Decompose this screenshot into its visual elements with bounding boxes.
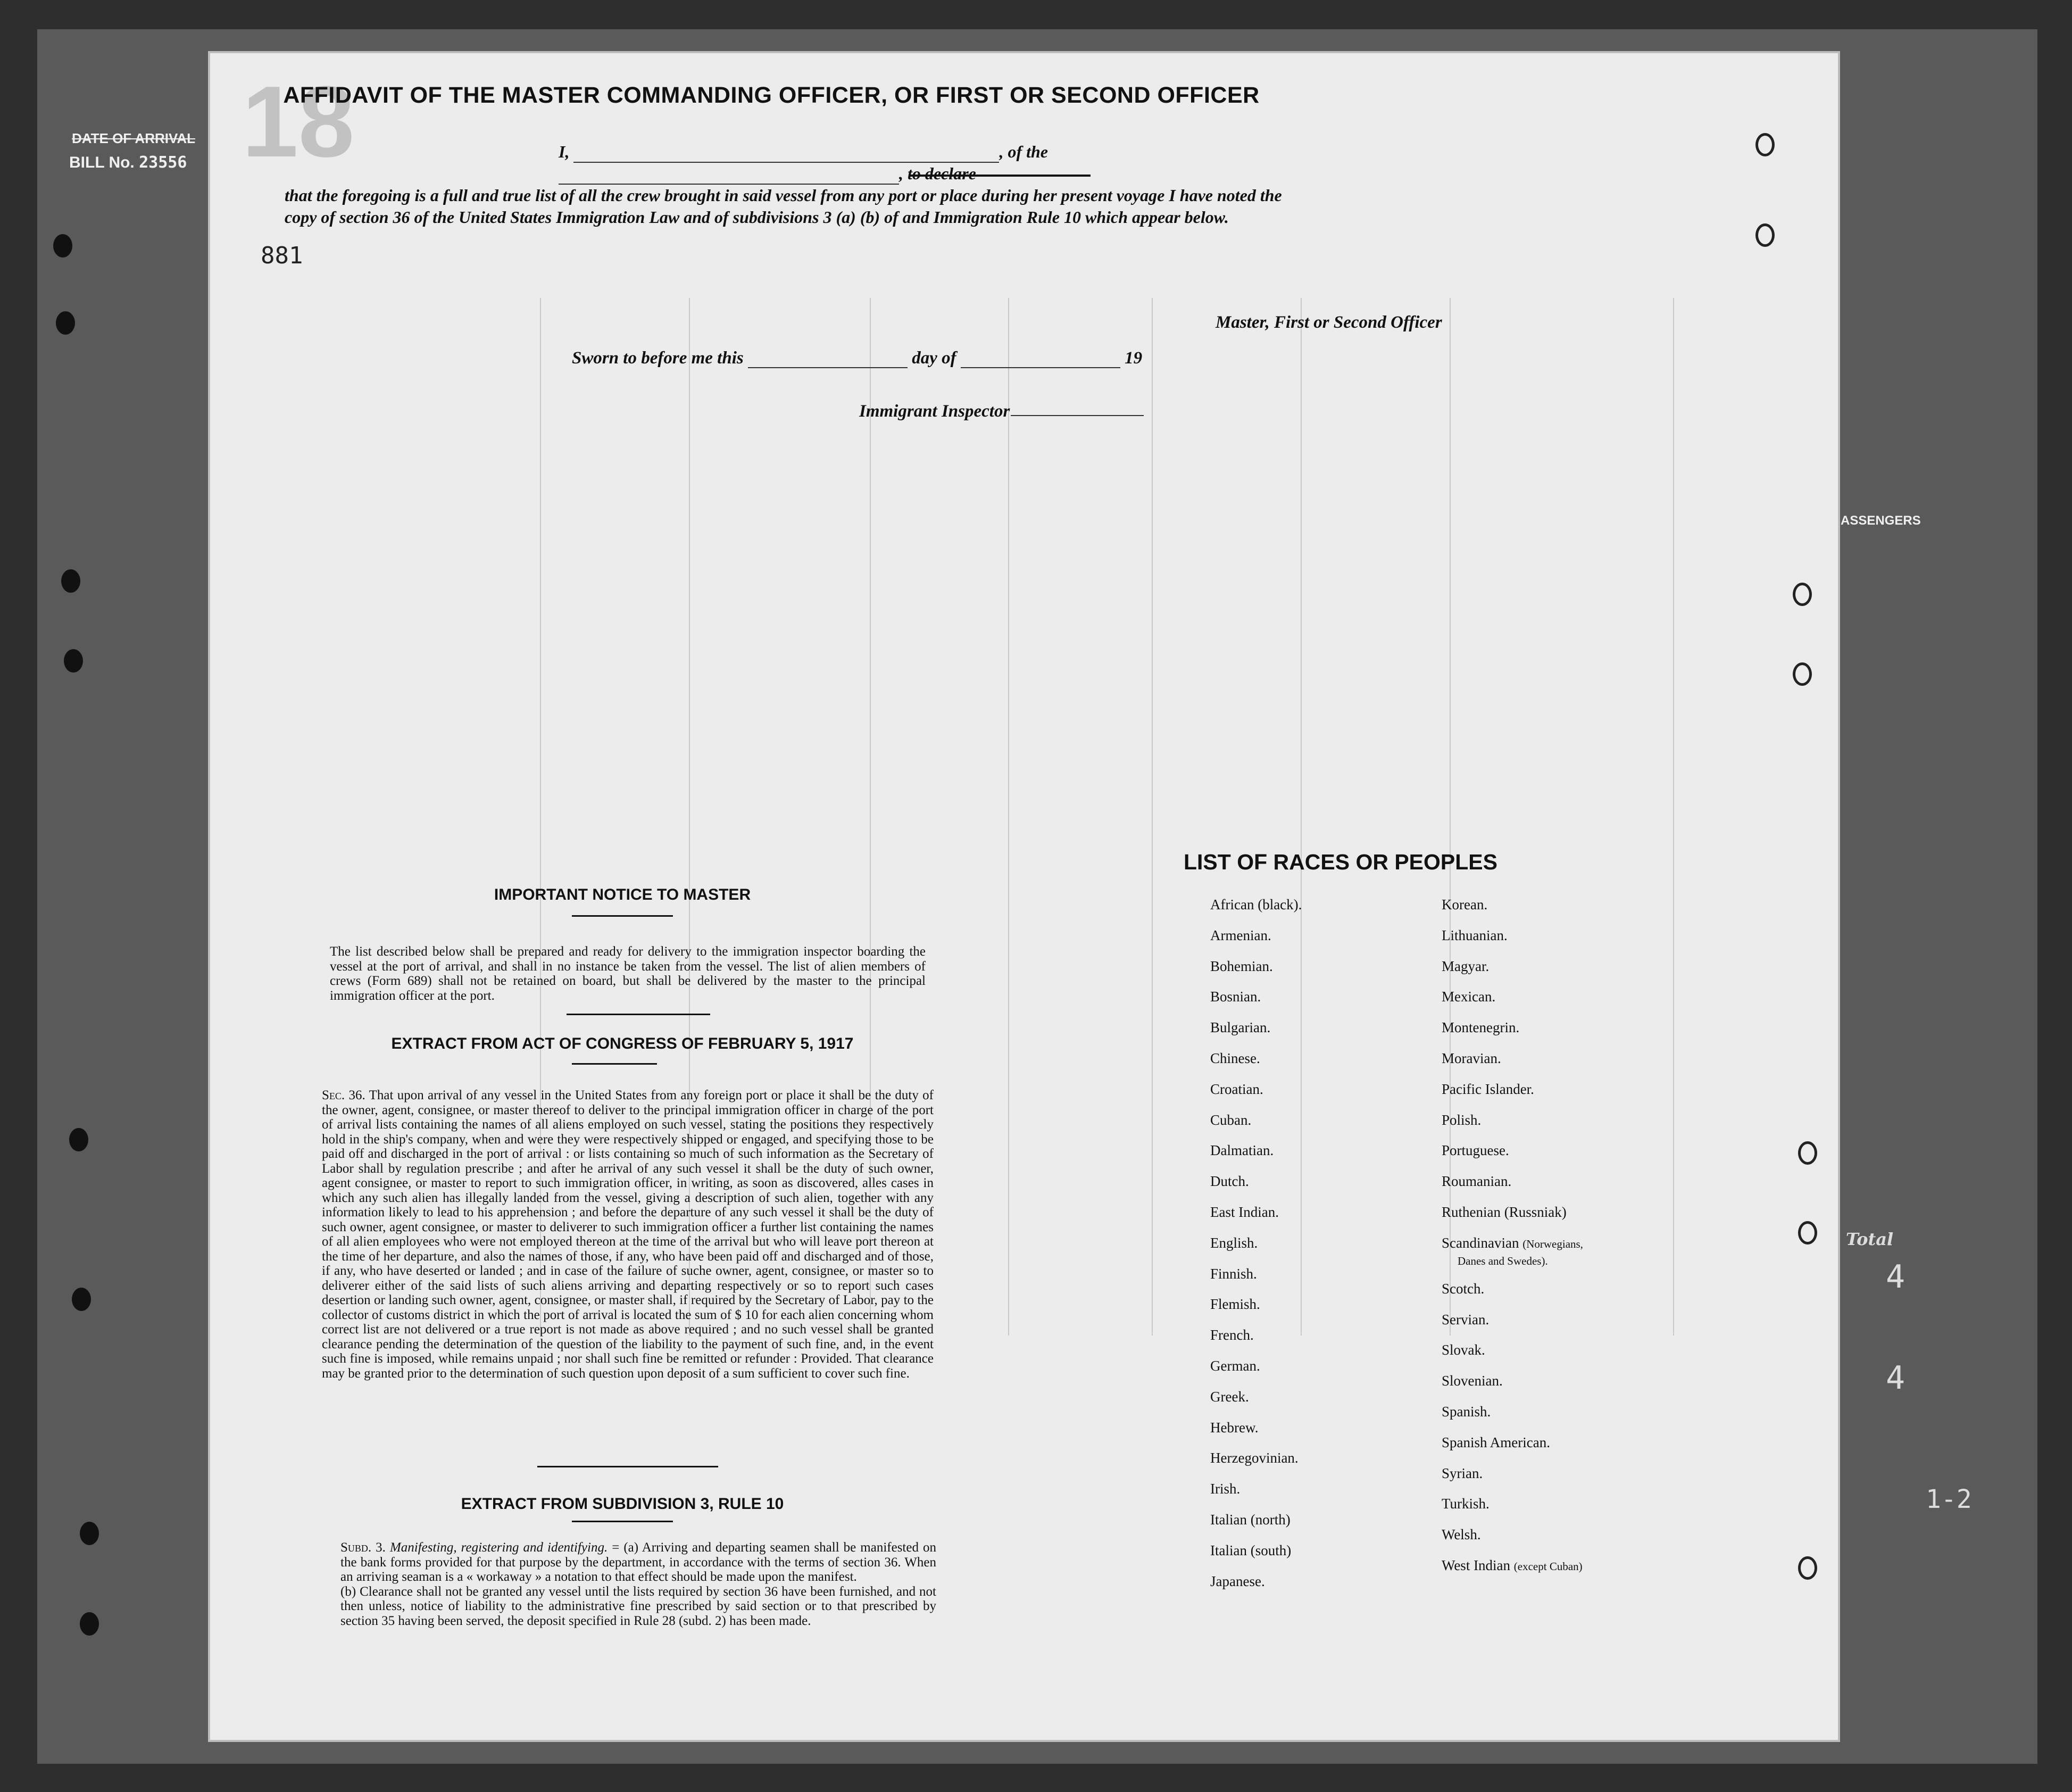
handwritten-number: 881 [261,242,303,269]
extract-act-heading: EXTRACT FROM ACT OF CONGRESS OF FEBRUARY 5, 1917 [391,1035,854,1052]
race-item: Lithuanian. [1442,927,1508,943]
race-item: French. [1210,1327,1254,1343]
binder-hole [64,649,83,673]
race-item: Spanish American. [1442,1434,1550,1450]
race-item: Bohemian. [1210,958,1273,974]
race-item: Turkish. [1442,1496,1489,1512]
race-item: Armenian. [1210,927,1271,943]
bill-number-label: BILL No. 23556 [69,153,187,172]
vessel-name-field [559,169,899,185]
race-item: Magyar. [1442,958,1489,974]
race-item: German. [1210,1357,1260,1374]
race-item: West Indian (except Cuban) [1442,1557,1583,1573]
margin-note: 1-2 [1926,1484,1972,1514]
binder-hole [1798,1556,1817,1580]
faded-stamp: 18 [242,65,355,178]
binder-hole [53,234,72,258]
officer-name-field [573,147,999,163]
extract-rule-text: Subd. 3. Manifesting, registering and identifying. = (a) Arriving and departing seamen shall be manifested on the bank forms provided for that purpose by the department, in accordance with the terms of section 36. When an arriving seaman is a « workaway » a notation to that effect should be made upon the manifest. (b) Clearance shall not be granted any vessel until the lists required by section 36 have been furnished, and not then unless, notice of liability to the administrative fine prescribed by said section or to that prescribed by section 35 having been served, the deposit specified in Rule 28 (subd. 2) has been made. [340,1540,936,1628]
race-item: Slovak. [1442,1342,1485,1358]
binder-hole [80,1522,99,1545]
race-item: Herzegovinian. [1210,1450,1299,1466]
binder-hole [69,1128,88,1151]
race-item: Greek. [1210,1388,1249,1405]
race-item: Bulgarian. [1210,1019,1271,1036]
race-item: African (black). [1210,897,1302,912]
inspector-label: Immigrant Inspector [859,402,1010,421]
race-item: Italian (north) [1210,1511,1291,1528]
race-item: Polish. [1442,1111,1482,1128]
race-item: Pacific Islander. [1442,1081,1534,1097]
race-item: Mexican. [1442,989,1496,1005]
race-item: Flemish. [1210,1296,1260,1313]
race-item: Servian. [1442,1311,1489,1328]
race-item: Dutch. [1210,1173,1249,1190]
binder-hole [1755,133,1775,156]
binder-hole [1793,583,1812,606]
race-item: Scandinavian (Norwegians, Danes and Swedes). [1442,1234,1583,1267]
extract-act-text: Sec. 36. That upon arrival of any vessel in the United States from any foreign port or place it shall be the duty of the owner, agent, consignee, or master thereof to deliver to the principal immigration officer in charge of the port of arrival lists containing the names of all aliens employed on such vessel, stating the positions they respectively hold in the ship's company, when and were they were respectively shipped or engaged, and specifying those to be paid off and discharged in the port of arrival : or lists containing so much of such information as the Secretary of Labor shall by regulation prescribe ; and after he arrival of any such vessel it shall be the duty of such owner, agent consignee, or master to report to such immigration officer, in writing, as soon as discovered, alles cases in which any such alien has illegally landed from the vessel, giving a description of such alien, together with any information likely to lead to his apprehension ; and before the departure of any such vessel it shall be the duty of such owner, agent consignee, or master to deliverer to such immigration officer a further list containing the names of all alien employees who were not employed thereon at the time of the arrival but who will leave port thereon at the time of her departure, and also the names of those, if any, who have been paid off and discharged and of those, if any, who have deserted or landed ; and in case of the failure of suche owner, agent, consignee, or master so to deliverer either of the said lists of such aliens arriving and departing respectively or so to report such cases desertion or landing such owner, agent, consignee, or master shall, if required by the Secretary of Labor, pay to the collector of customs district in which the port of arrival is located the sum of $ 10 for each alien concerning whom correct list are not delivered or a true report is not made as above required ; and no such vessel shall be granted clearance pending the determination of the question of the liability to the payment of such fine, and, in the event such fine is imposed, while remains unpaid ; nor shall such fine be remitted or refunder : Provided. That clearance may be granted prior to the determination of such question upon deposit of a sum sufficient to cover such fine. [322,1088,934,1381]
races-column-1 [1210,897,1302,1604]
total-value-2: 4 [1886,1359,1905,1397]
race-item: Chinese. [1210,1050,1260,1066]
binder-hole [56,311,75,335]
race-item: East Indian. [1210,1204,1279,1220]
races-column-2 [1442,897,1583,1588]
race-item: Scotch. [1442,1280,1485,1297]
race-item: Portuguese. [1442,1142,1509,1159]
race-item: Welsh. [1442,1526,1481,1543]
race-item: Croatian. [1210,1081,1263,1097]
binder-hole [1755,223,1775,247]
sworn-line: Sworn to before me this day of 19 [572,349,1143,368]
binder-hole [1793,662,1812,686]
passengers-label: ASSENGERS [1841,513,1921,528]
race-item: Roumanian. [1442,1173,1512,1190]
race-item: Montenegrin. [1442,1019,1520,1036]
date-of-arrival-label: DATE OF ARRIVAL [72,130,196,146]
affidavit-declaration: I, , of the , to declare that the foregoing is a full and true list of all the crew brought in said vessel from any port or place during her present voyage I have noted the copy of section 36 of the United States Immigration Law and of subdivisions 3 (a) (b) of and Immigration Rule 10 which appear below. [285,141,1295,228]
master-label: Master, First or Second Officer [1216,313,1442,332]
total-value-1: 4 [1886,1258,1905,1296]
races-title: LIST OF RACES OR PEOPLES [1183,850,1497,874]
race-item: Hebrew. [1210,1419,1259,1436]
notice-heading: IMPORTANT NOTICE TO MASTER [494,886,751,903]
race-item: Moravian. [1442,1050,1501,1066]
affidavit-title: AFFIDAVIT OF THE MASTER COMMANDING OFFICER, OR FIRST OR SECOND OFFICER [283,82,1260,108]
declaration-body: that the foregoing is a full and true list of all the crew brought in said vessel from any port or place during her present voyage I have noted the copy of section 36 of the United States Immigration Law and of subdivisions 3 (a) (b) of and Immigration Rule 10 which appear below. [285,186,1282,227]
race-item: Japanese. [1210,1573,1265,1589]
binder-hole [72,1288,91,1311]
binder-hole [1798,1141,1817,1165]
race-item: Syrian. [1442,1465,1483,1481]
race-item: Dalmatian. [1210,1142,1274,1159]
race-item: Slovenian. [1442,1373,1503,1389]
total-label: Total [1846,1229,1894,1249]
race-item: Irish. [1210,1481,1241,1497]
binder-hole [80,1612,99,1636]
race-item: Bosnian. [1210,989,1261,1005]
extract-rule-heading: EXTRACT FROM SUBDIVISION 3, RULE 10 [461,1495,784,1513]
binder-hole [61,569,80,593]
race-item: Spanish. [1442,1403,1491,1420]
race-item: Korean. [1442,897,1488,912]
notice-text: The list described below shall be prepared and ready for delivery to the immigration inspector boarding the vessel at the port of arrival, and shall in no instance be taken from the vessel. The list of alien members of crews (Form 689) shall not be retained on board, but shall be delivered by the master to the principal immigration officer at the port. [330,944,926,1003]
race-item: Finnish. [1210,1265,1257,1282]
race-item: Cuban. [1210,1111,1252,1128]
binder-hole [1798,1221,1817,1245]
race-item: English. [1210,1234,1258,1251]
race-item: Italian (south) [1210,1542,1292,1558]
race-item: Ruthenian (Russniak) [1442,1204,1567,1220]
